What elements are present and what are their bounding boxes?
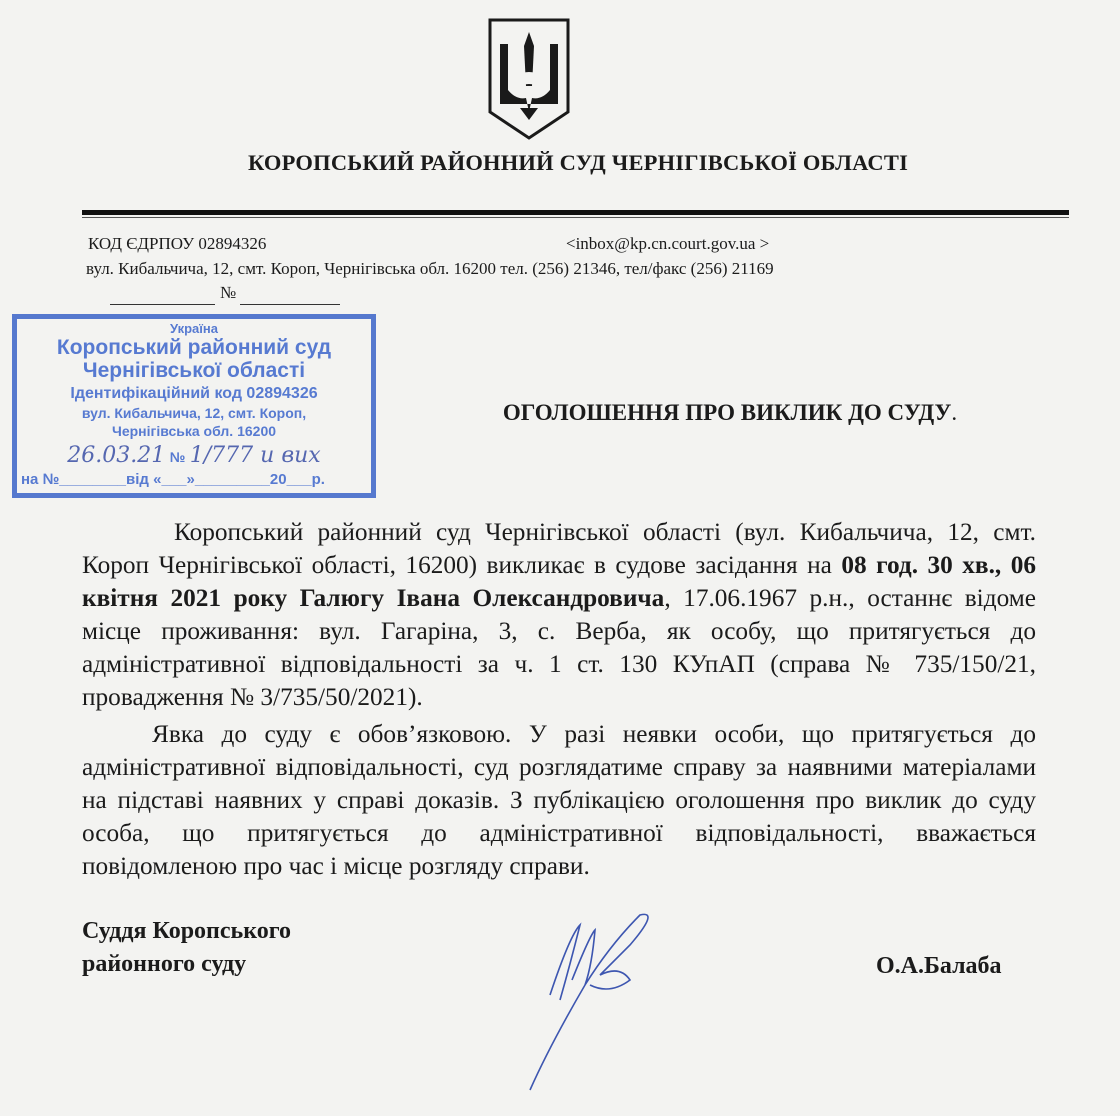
stamp-number-label: № [169,448,186,465]
handwritten-number: 1/777 и вих [189,442,321,468]
judge-title-line1: Суддя Коропського [82,918,292,944]
stamp-name-line2: Чернігівської області [82,359,306,383]
stamp-reference-line: на №________від «___»_________20___р. [21,471,325,489]
summons-text-a: Коропський районний суд Чернігівської області (вул. Кибальчича, 12, смт. Короп Чернігівської області, 16200) викликає в судове засідання на [82,518,1036,579]
judge-title [82,915,291,981]
summons-text-bold: 08 год. 30 хв., 06 квітня 2021 року Галюгу Івана Олександровича [82,551,1036,612]
court-name-heading: КОРОПСЬКИЙ РАЙОННИЙ СУД ЧЕРНІГІВСЬКОЇ ОБЛАСТІ [247,150,909,175]
document-title-end: . [951,400,958,425]
stamp-country: Україна [169,321,218,336]
document-title [380,400,1080,426]
judge-name: О.А.Балаба [876,953,1002,979]
outgoing-number-line [240,304,340,305]
attendance-paragraph: Явка до суду є обов’язковою. У разі неявки особи, що притягується до адміністративної відповідальності, суд розглядатиме справу за наявними матеріалами на підставі наявних у справі доказів. З публікацією оголошення про виклик до суду особа, що притягується до адміністративної відповідальності, вважається повідомленою про час і місце розгляду справи. [82,720,1036,880]
court-email: <inbox@kp.cn.court.gov.ua > [566,234,770,253]
summons-paragraph [82,516,1036,714]
summons-text-b: , 17.06.1967 р.н., останнє відоме місце проживання: вул. Гагаріна, 3, с. Верба, як особу, що притягується до адміністративної відповідальності за ч. 1 ст. 130 КУпАП (справа № 735/150/21, провадження № 3/735/50/2021). [82,584,1036,711]
edrpou-code: КОД ЄДРПОУ 02894326 [88,234,267,253]
handwritten-date: 26.03.21 [67,442,166,468]
document-title-text: ОГОЛОШЕННЯ ПРО ВИКЛИК ДО СУДУ [502,400,952,425]
outgoing-number-label: № [220,283,237,302]
registration-stamp [12,314,376,498]
coat-of-arms-trident-icon [486,16,572,142]
stamp-address-line1: вул. Кибальчича, 12, смт. Короп, [81,405,307,422]
handwritten-signature [510,905,700,1095]
stamp-registration-row [17,444,371,468]
header-divider-thin [82,217,1069,218]
stamp-name-line1: Коропський районний суд [56,336,332,360]
outgoing-number-line [110,304,215,305]
header-divider [82,210,1069,215]
stamp-id-code: Ідентифікаційний код 02894326 [70,385,318,403]
court-address: вул. Кибальчича, 12, смт. Короп, Чернігівська обл. 16200 тел. (256) 21346, тел/факс (256) 21169 [86,259,774,278]
stamp-address-line2: Чернігівська обл. 16200 [111,423,277,440]
judge-title-line2: районного суду [82,951,247,977]
